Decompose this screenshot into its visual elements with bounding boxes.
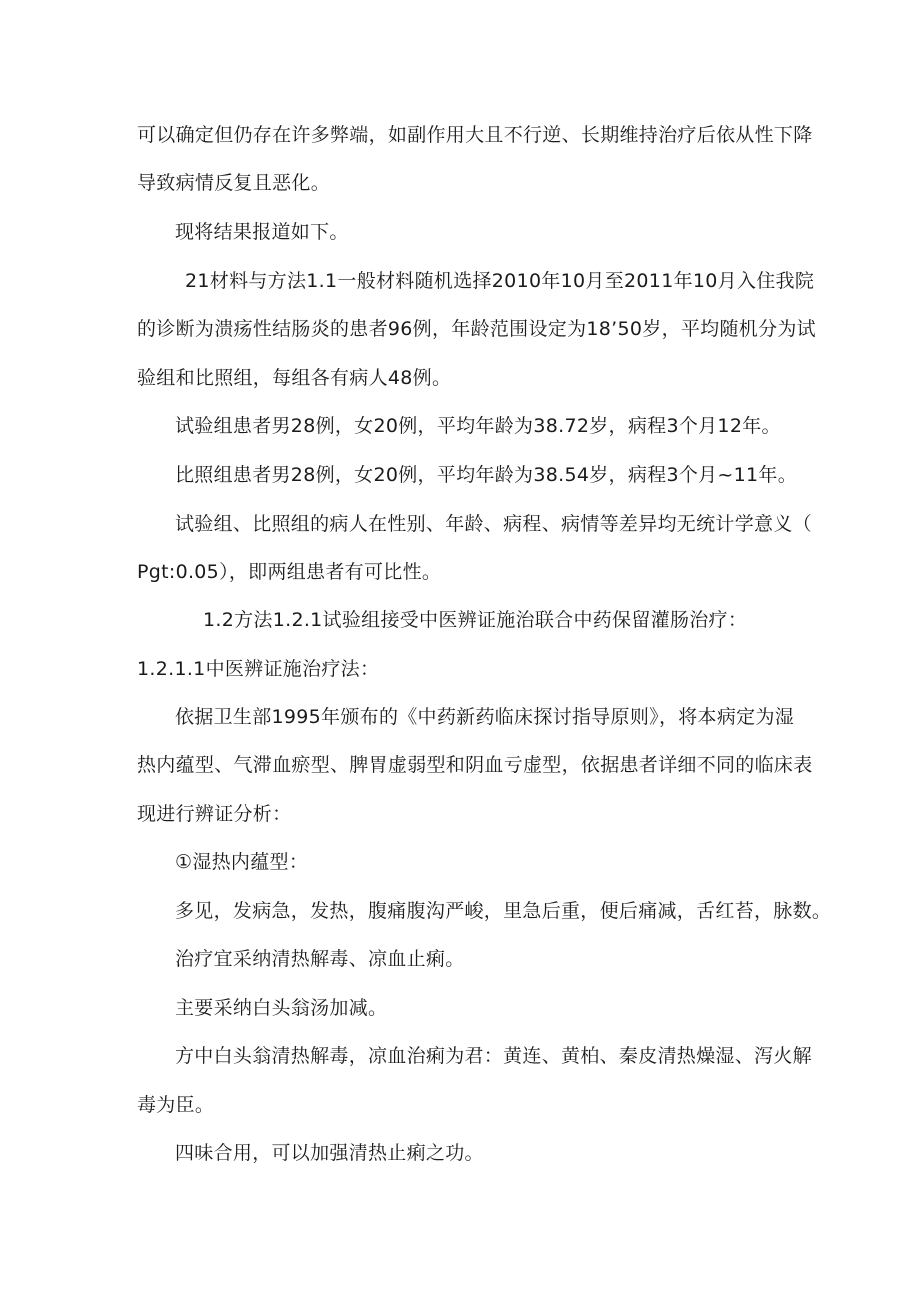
text-line: 21材料与方法1.1一般材料随机选择2010年10月至2011年10月入住我院: [185, 270, 815, 292]
text-line: 的诊断为溃疡性结肠炎的患者96例，年龄范围设定为18’50岁，平均随机分为试: [137, 318, 816, 340]
text-line: 方中白头翁清热解毒，凉血治痢为君：黄连、黄柏、秦皮清热燥湿、泻火解: [175, 1045, 812, 1067]
text-line: 试验组、比照组的病人在性别、年龄、病程、病情等差异均无统计学意义（: [175, 513, 812, 535]
text-line: 现将结果报道如下。: [175, 221, 349, 243]
text-line: 毒为臣。: [137, 1094, 215, 1116]
text-line: 可以确定但仍存在许多弊端，如副作用大且不行逆、长期维持治疗后依从性下降: [137, 124, 813, 146]
text-line: 治疗宜采纳清热解毒、凉血止痢。: [175, 948, 465, 970]
text-line: 导致病情反复且恶化。: [137, 172, 331, 194]
section-heading: 1.2方法1.2.1试验组接受中医辨证施治联合中药保留灌肠治疗：: [203, 609, 748, 631]
list-item-heading: ①湿热内蕴型：: [175, 851, 309, 873]
text-line: 验组和比照组，每组各有病人48例。: [137, 367, 452, 389]
text-line: 比照组患者男28例，女20例，平均年龄为38.54岁，病程3个月~11年。: [175, 464, 798, 486]
text-line: 试验组患者男28例，女20例，平均年龄为38.72岁，病程3个月12年。: [175, 415, 781, 437]
subsection-heading: 1.2.1.1中医辨证施治疗法：: [137, 658, 380, 680]
text-line: 依据卫生部1995年颁布的《中药新药临床探讨指导原则》，将本病定为湿: [175, 706, 795, 728]
text-line: 四味合用，可以加强清热止痢之功。: [175, 1142, 484, 1164]
text-line: 多见，发病急，发热，腹痛腹沟严峻，里急后重，便后痛减，舌红苔，脉数。: [175, 900, 832, 922]
text-line: 热内蕴型、气滞血瘀型、脾胃虚弱型和阴血亏虚型，依据患者详细不同的临床表: [137, 754, 813, 776]
text-line: Pgt:0.05），即两组患者有可比性。: [137, 561, 442, 583]
text-line: 主要采纳白头翁汤加减。: [175, 997, 388, 1019]
text-line: 现进行辨证分析：: [137, 803, 292, 825]
